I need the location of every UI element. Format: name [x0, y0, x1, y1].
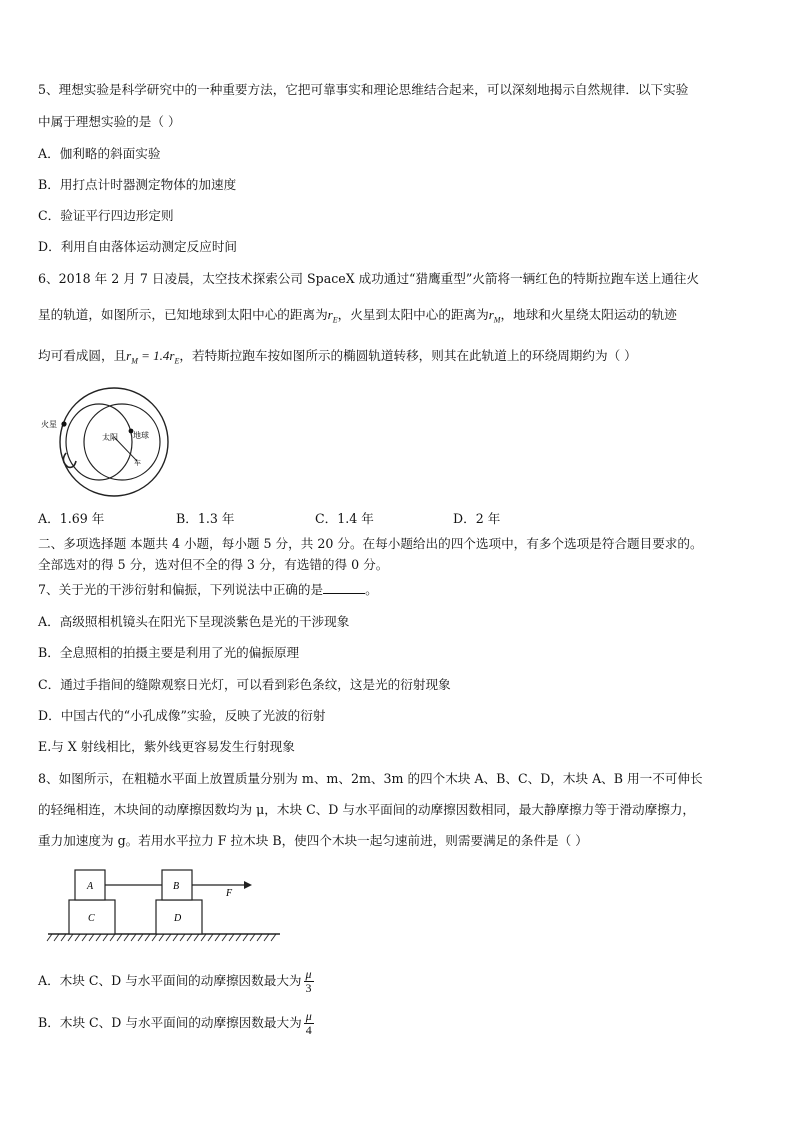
label-c: C: [88, 913, 95, 924]
q7-option-a: A．高级照相机镜头在阳光下呈现淡紫色是光的干涉现象: [38, 614, 350, 629]
q6-line3: [38, 347, 637, 371]
mars-label: 火星: [41, 420, 57, 429]
q7-option-b: B．全息照相的拍摄主要是利用了光的偏振原理: [38, 645, 300, 660]
q6-line2-b: ，火星到太阳中心的距离为: [337, 307, 489, 322]
label-b: B: [173, 881, 180, 892]
radius-ratio-equation: $r_M = 1.4r_E$: [126, 348, 180, 366]
q5-option-a: A．伽利略的斜面实验: [38, 146, 161, 161]
q6-option-c: C．1.4 年: [315, 511, 374, 526]
orbit-diagram: [36, 385, 176, 500]
q8-option-a-text: A．木块 C、D 与水平面间的动摩擦因数最大为: [38, 973, 302, 988]
q6-line2-a: 星的轨道，如图所示，已知地球到太阳中心的距离为: [38, 307, 328, 322]
fraction-mu-over-4: $\frac{\mu}{4}$: [305, 1009, 312, 1037]
answer-blank: [323, 581, 365, 594]
blocks-diagram: [44, 866, 294, 944]
q8-line2: 的轻绳相连，木块间的动摩擦因数均为 μ，木块 C、D 与水平面间的动摩擦因数相同，最大静摩擦力等于滑动摩擦力，: [38, 802, 696, 817]
q6-option-b: B．1.3 年: [176, 511, 235, 526]
label-a: A: [87, 881, 94, 892]
q8-option-b-text: B．木块 C、D 与水平面间的动摩擦因数最大为: [38, 1015, 302, 1030]
q5-option-d: D．利用自由落体运动测定反应时间: [38, 239, 238, 254]
section2-instructions-line2: 全部选对的得 5 分，选对但不全的得 3 分，有选错的得 0 分。: [38, 557, 389, 572]
q6-line3-a: 均可看成圆，且: [38, 348, 127, 363]
q6-line2-c: ，地球和火星绕太阳运动的轨迹: [500, 307, 677, 322]
q5-stem-line2: 中属于理想实验的是（ ）: [38, 114, 181, 129]
q5-stem-line1: 5、理想实验是科学研究中的一种重要方法，它把可靠事实和理论思维结合起来，可以深刻地揭示自然规律．以下实验: [38, 82, 689, 97]
r-mars-symbol: $r_M$: [488, 307, 501, 325]
q7-stem: 7、关于光的干涉衍射和偏振，下列说法中正确的是 。: [38, 582, 378, 597]
q5-option-b: B．用打点计时器测定物体的加速度: [38, 177, 237, 192]
r-earth-symbol: $r_E$: [327, 307, 338, 325]
q8-line3: 重力加速度为 g。若用水平拉力 F 拉木块 B，使四个木块一起匀速前进，则需要满足的条件是（ ）: [38, 833, 588, 848]
q6-option-a: A．1.69 年: [38, 511, 105, 526]
q5-option-c: C．验证平行四边形定则: [38, 208, 174, 223]
q8-option-a: [38, 968, 314, 995]
section2-instructions-line1: 二、多项选择题 本题共 4 小题，每小题 5 分，共 20 分。在每小题给出的四个选项中，有多个选项是符合题目要求的。: [38, 536, 703, 551]
q6-option-d: D．2 年: [453, 511, 501, 526]
q7-stem-text: 7、关于光的干涉衍射和偏振，下列说法中正确的是: [38, 582, 324, 597]
label-f: F: [226, 888, 233, 899]
q7-option-d: D．中国古代的“小孔成像”实验，反映了光波的衍射: [38, 708, 326, 723]
q8-option-b: [38, 1010, 314, 1037]
mars-dot: [61, 421, 66, 426]
fraction-mu-over-3: $\frac{\mu}{3}$: [305, 967, 312, 995]
q6-line2: [38, 306, 677, 330]
q6-line1: 6、2018 年 2 月 7 日凌晨，太空技术探索公司 SpaceX 成功通过“猎鹰重型”火箭将一辆红色的特斯拉跑车送上通往火: [38, 271, 699, 286]
q8-line1: 8、如图所示，在粗糙水平面上放置质量分别为 m、m、2m、3m 的四个木块 A、B、C、D，木块 A、B 用一不可伸长: [38, 771, 703, 786]
q7-option-e: E.与 X 射线相比，紫外线更容易发生行射现象: [38, 739, 295, 754]
q7-option-c: C．通过手指间的缝隙观察日光灯，可以看到彩色条纹，这是光的衍射现象: [38, 677, 451, 692]
earth-label: 地球: [133, 431, 149, 440]
q6-line3-b: ，若特斯拉跑车按如图所示的椭圆轨道转移，则其在此轨道上的环绕周期约为（ ）: [179, 348, 637, 363]
car-label: 车: [134, 459, 141, 467]
label-d: D: [174, 913, 182, 924]
sun-label: 太阳: [102, 433, 118, 442]
